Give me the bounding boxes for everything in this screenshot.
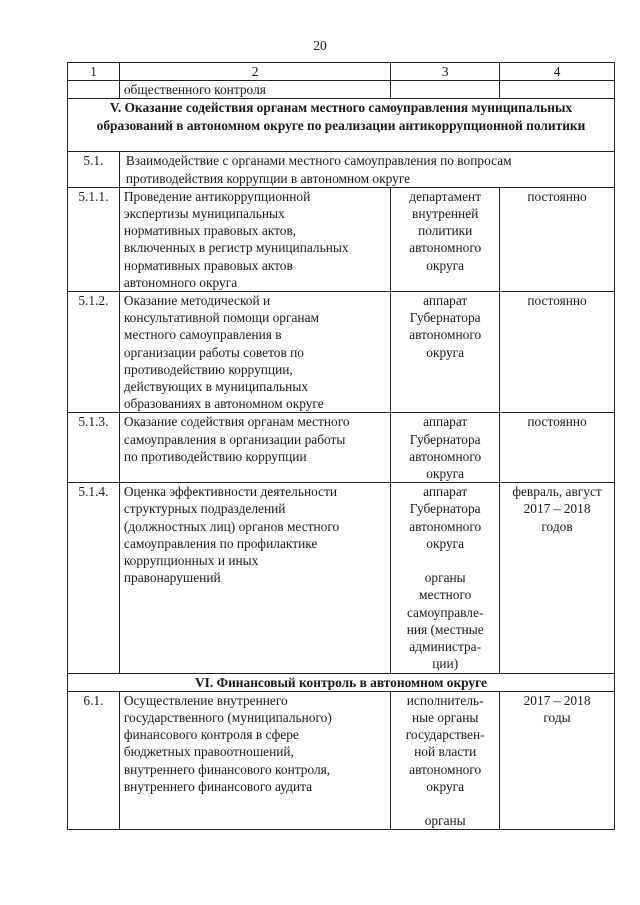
section-heading-5	[68, 99, 615, 152]
table-row	[68, 413, 615, 483]
table-row	[68, 152, 615, 187]
deadline: постоянно	[500, 187, 615, 291]
section-6-title: VI. Финансовый контроль в автономном округе	[68, 673, 615, 691]
measures-table	[67, 62, 615, 830]
deadline: февраль, август 2017 – 2018 годов	[500, 483, 615, 673]
responsible-party: исполнитель- ные органы государствен- ной власти автономного округа органы	[391, 691, 500, 830]
row-number: 5.1.4.	[68, 483, 120, 673]
table-row	[68, 187, 615, 291]
table-header-row	[68, 63, 615, 81]
subsection-5-1-title: Взаимодействие с органами местного самоуправления по вопросам противодействия коррупции в автономном округе	[119, 152, 614, 187]
responsible-party: аппарат Губернатора автономного округа	[391, 292, 500, 413]
table-row	[68, 81, 615, 99]
row-number: 5.1.	[68, 152, 120, 187]
row-number: 5.1.3.	[68, 413, 120, 483]
row-number: 5.1.1.	[68, 187, 120, 291]
cont-text: общественного контроля	[119, 81, 390, 99]
header-col-4: 4	[500, 63, 615, 81]
header-col-1: 1	[68, 63, 120, 81]
section-5-title: V. Оказание содействия органам местного самоуправления муниципальных образований в автономном округе по реализации антикоррупционной политики	[68, 99, 615, 152]
measure-text: Проведение антикоррупционной экспертизы муниципальных нормативных правовых актов, включенных в регистр муниципальных нормативных правовых актов автономного округа	[119, 187, 390, 291]
header-col-3: 3	[391, 63, 500, 81]
measure-text: Осуществление внутреннего государственного (муниципального) финансового контроля в сфере бюджетных правоотношений, внутреннего финансового контроля, внутреннего финансового аудита	[119, 691, 390, 830]
row-number: 6.1.	[68, 691, 120, 830]
responsible-party: аппарат Губернатора автономного округа	[391, 413, 500, 483]
page-number: 20	[313, 38, 327, 53]
responsible-party: департамент внутренней политики автономного округа	[391, 187, 500, 291]
deadline: постоянно	[500, 413, 615, 483]
measure-text: Оценка эффективности деятельности структурных подразделений (должностных лиц) органов местного самоуправления по профилактике коррупционных и иных правонарушений	[119, 483, 390, 673]
measure-text: Оказание содействия органам местного самоуправления в организации работы по противодействию коррупции	[119, 413, 390, 483]
table-row	[68, 691, 615, 830]
measure-text: Оказание методической и консультативной помощи органам местного самоуправления в организации работы советов по противодействию коррупции, действующих в муниципальных образованиях в автономном округе	[119, 292, 390, 413]
table-row	[68, 483, 615, 673]
header-col-2: 2	[119, 63, 390, 81]
section-heading-6	[68, 673, 615, 691]
responsible-party: аппарат Губернатора автономного округа органы местного самоуправле- ния (местные администра- ции)	[391, 483, 500, 673]
deadline: 2017 – 2018 годы	[500, 691, 615, 830]
deadline: постоянно	[500, 292, 615, 413]
table-row	[68, 292, 615, 413]
row-number: 5.1.2.	[68, 292, 120, 413]
